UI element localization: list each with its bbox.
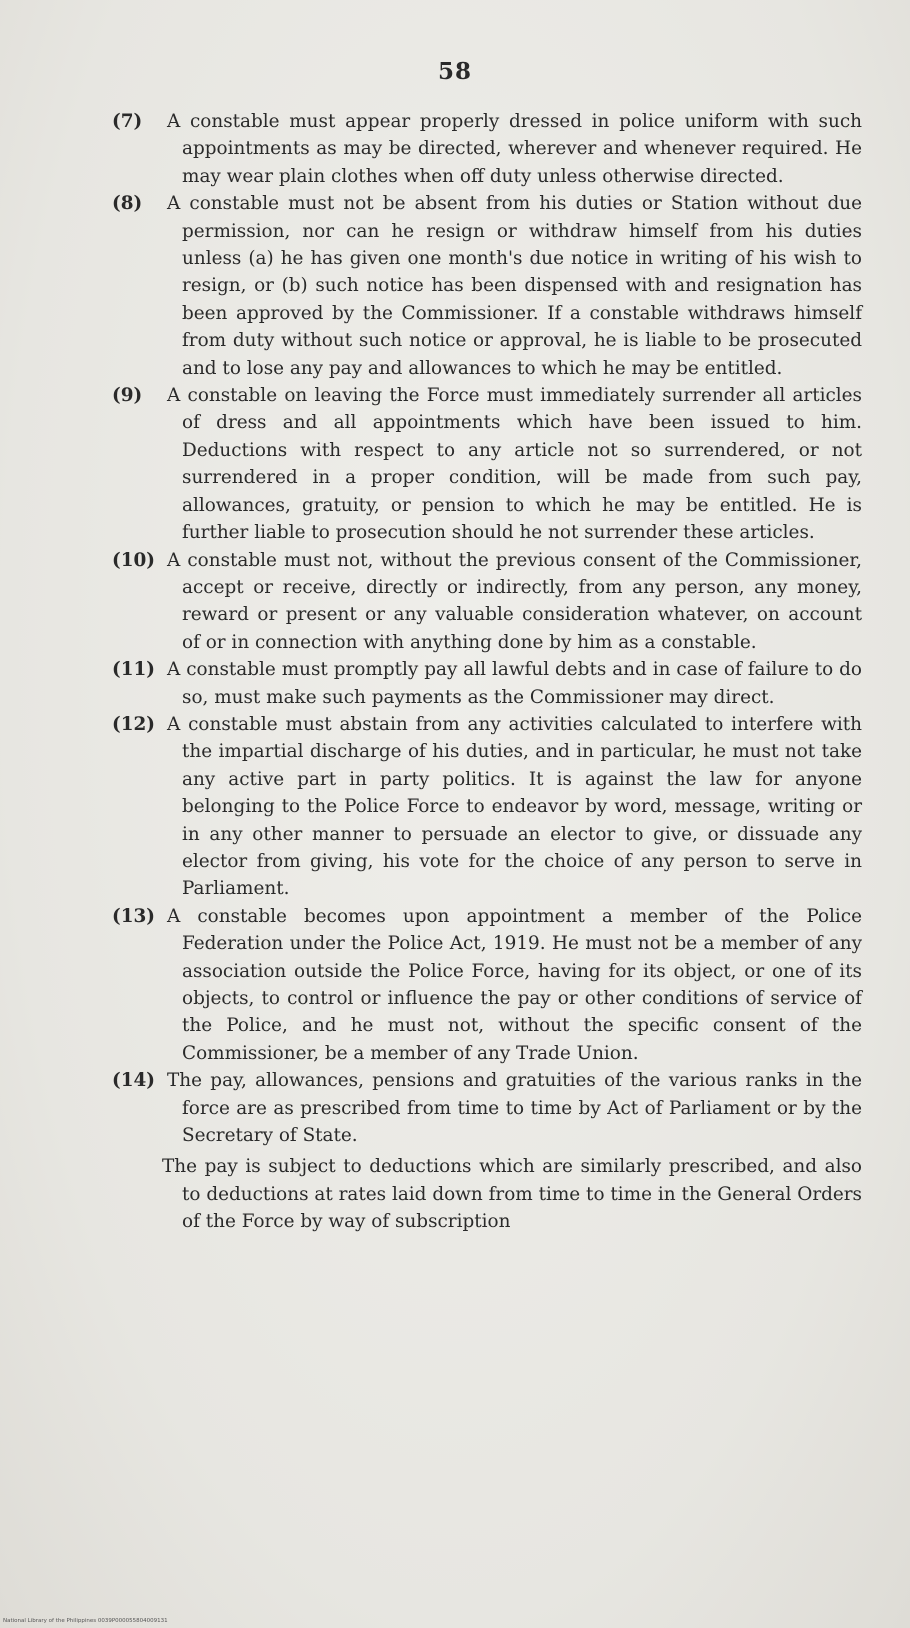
- paragraph-9: [112, 382, 862, 546]
- paragraph-text: A constable must appear properly dressed in police uniform with such appointments as may be directed, wherever and whenever required. He may wear plain clothes when off duty unless otherwise directed.: [167, 111, 862, 187]
- paragraph-number: (14): [112, 1070, 155, 1092]
- page-body: [112, 108, 862, 1236]
- paragraph-number: (13): [112, 905, 155, 927]
- scan-footer-credit: National Library of the Philippines 0039P00005580400913​1: [3, 1618, 168, 1624]
- paragraph-text: A constable must abstain from any activities calculated to interfere with the impartial discharge of his duties, and in particular, he must not take any active part in party politics. It is against the law for anyone belonging to the Police Force to endeavor by word, message, writing or in any other manner to persuade an elector to give, or dissuade any elector from giving, his vote for the choice of any person to serve in Parliament.: [167, 713, 862, 900]
- paragraph-text: A constable on leaving the Force must immediately surrender all articles of dress and all appointments which have been issued to him. Deductions with respect to any article not so surrendered, or not surrendered in a proper condition, will be made from such pay, allowances, gratuity, or pension to which he may be entitled. He is further liable to prosecution should he not surrender these articles.: [167, 385, 862, 544]
- paragraph-8: [112, 190, 862, 382]
- paragraph-12: [112, 711, 862, 903]
- paragraph-number: (9): [112, 385, 143, 407]
- page-number: 58: [437, 58, 472, 85]
- paragraph-text: A constable must not, without the previous consent of the Commissioner, accept or receive, directly or indirectly, from any person, any money, reward or present or any valuable consideration whatever, on account of or in connection with anything done by him as a constable.: [167, 549, 862, 653]
- paragraph-14-continuation: The pay is subject to deductions which are similarly prescribed, and also to deductions at rates laid down from time to time in the General Orders of the Force by way of subscription: [162, 1156, 862, 1233]
- paragraph-number: (11): [112, 659, 155, 681]
- paragraph-text: A constable must promptly pay all lawful debts and in case of failure to do so, must make such payments as the Commissioner may direct.: [167, 659, 862, 708]
- paragraph-7: [112, 108, 862, 190]
- paragraph-number: (12): [112, 713, 155, 735]
- paragraph-10: [112, 547, 862, 657]
- paragraph-13: [112, 903, 862, 1067]
- paragraph-14: [112, 1067, 862, 1149]
- paragraph-number: (7): [112, 111, 143, 132]
- paragraph-number: (10): [112, 549, 155, 571]
- paragraph-text: A constable becomes upon appointment a member of the Police Federation under the Police Act, 1919. He must not be a member of any association outside the Police Force, having for its object, or one of its objects, to control or influence the pay or other conditions of service of the Police, and he must not, without the specific consent of the Commissioner, be a member of any Trade Union.: [167, 905, 862, 1064]
- paragraph-text: A constable must not be absent from his duties or Station without due permission, nor can he resign or withdraw himself from his duties unless (a) he has given one month's due notice in writing of his wish to resign, or (b) such notice has been dispensed with and resignation has been approved by the Commissioner. If a constable withdraws himself from duty without such notice or approval, he is liable to be prosecuted and to lose any pay and allowances to which he may be entitled.: [167, 193, 862, 379]
- paragraph-11: [112, 656, 862, 711]
- paragraph-text: The pay, allowances, pensions and gratuities of the various ranks in the force are as prescribed from time to time by Act of Parliament or by the Secretary of State.: [167, 1070, 862, 1147]
- paragraph-number: (8): [112, 193, 143, 215]
